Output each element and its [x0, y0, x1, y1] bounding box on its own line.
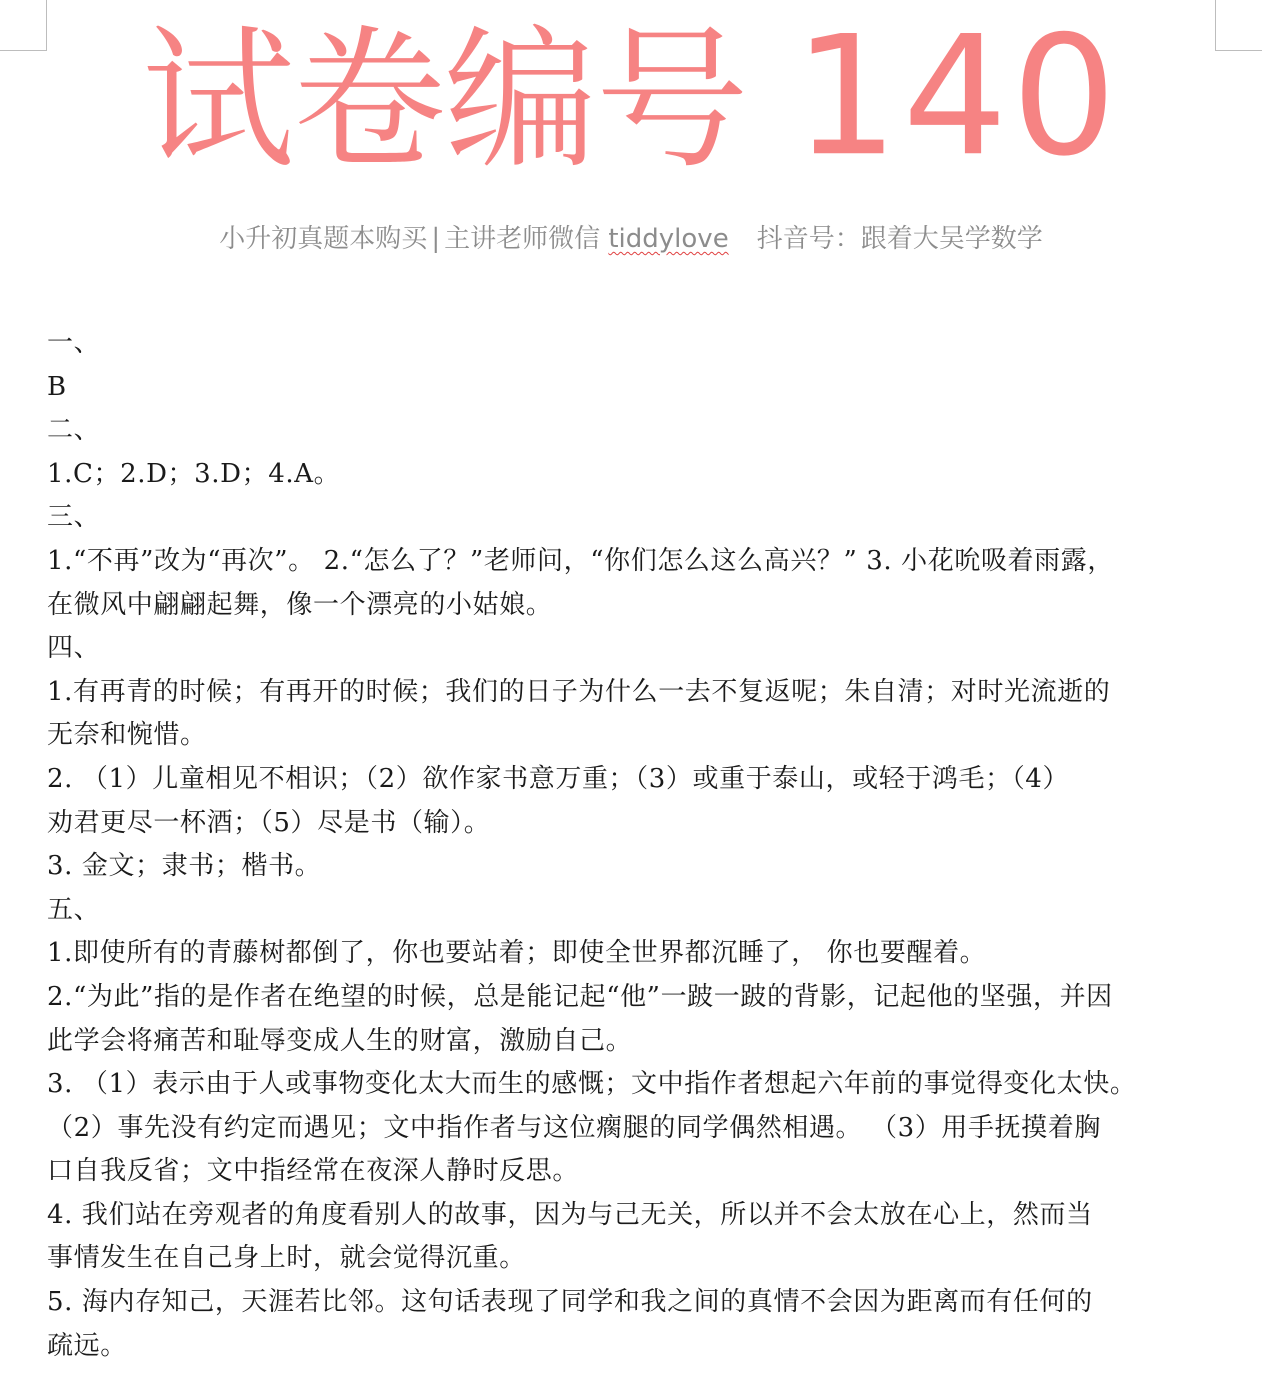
subtitle-douyin-text: 抖音号：跟着大吴学数学: [756, 224, 1043, 254]
exam-number-title: [11, 0, 1251, 197]
answer-line: 劝君更尽一杯酒；（5）尽是书（输）。: [47, 807, 491, 838]
answer-line: 2. （1）儿童相见不相识；（2）欲作家书意万重；（3）或重于泰山，或轻于鸿毛；（4）: [47, 763, 1070, 794]
answer-line: 3. 金文；隶书；楷书。: [47, 851, 322, 882]
exam-number-value: 140: [793, 0, 1121, 193]
section-heading-1: 一、: [47, 328, 101, 358]
subtitle-separator: |: [431, 224, 441, 254]
answer-line: 疏远。: [47, 1330, 127, 1361]
answer-line: 口自我反省；文中指经常在夜深人静时反思。: [47, 1156, 580, 1187]
subtitle-purchase-text: 小升初真题本购买: [219, 224, 428, 254]
section-heading-2: 二、: [47, 415, 101, 446]
answer-content: [47, 322, 1213, 1368]
section-heading-5: 五、: [47, 894, 101, 925]
answer-line: 3. （1）表示由于人或事物变化太大而生的感慨；文中指作者想起六年前的事觉得变化太快。: [47, 1069, 1137, 1100]
answer-line: （2）事先没有约定而遇见；文中指作者与这位瘸腿的同学偶然相遇。 （3）用手抚摸着胸: [47, 1112, 1101, 1143]
exam-number-title-text: 试卷编号: [141, 10, 747, 190]
answer-line: 1.即使所有的青藤树都倒了，你也要站着；即使全世界都沉睡了， 你也要醒着。: [47, 938, 987, 969]
answer-line: 此学会将痛苦和耻辱变成人生的财富，激励自己。: [47, 1025, 633, 1056]
answer-line: 4. 我们站在旁观者的角度看别人的故事，因为与己无关，所以并不会太放在心上，然而当: [47, 1199, 1093, 1230]
subtitle-wechat-id: tiddylove: [608, 224, 729, 254]
answer-line: 无奈和惋惜。: [47, 720, 207, 751]
subtitle-banner: [0, 218, 1262, 255]
subtitle-teacher-text: 主讲老师微信: [444, 224, 601, 254]
section-heading-3: 三、: [47, 502, 101, 533]
answer-line: 1.“不再”改为“再次”。 2.“怎么了？”老师问，“你们怎么这么高兴？” 3. 小花吮吸着雨露，: [47, 545, 1114, 576]
section-heading-4: 四、: [47, 633, 101, 664]
answer-line: 在微风中翩翩起舞，像一个漂亮的小姑娘。: [47, 589, 553, 620]
answer-line: 5. 海内存知己，天涯若比邻。这句话表现了同学和我之间的真情不会因为距离而有任何的: [47, 1287, 1093, 1318]
answer-line: 事情发生在自己身上时，就会觉得沉重。: [47, 1243, 526, 1274]
answer-line: 1.有再青的时候；有再开的时候；我们的日子为什么一去不复返呢；朱自清；对时光流逝的: [47, 676, 1111, 707]
answer-line: B: [47, 371, 67, 402]
answer-line: 2.“为此”指的是作者在绝望的时候，总是能记起“他”一跛一跛的背影，记起他的坚强，并因: [47, 981, 1113, 1012]
answer-line: 1.C；2.D；3.D；4.A。: [47, 458, 341, 489]
